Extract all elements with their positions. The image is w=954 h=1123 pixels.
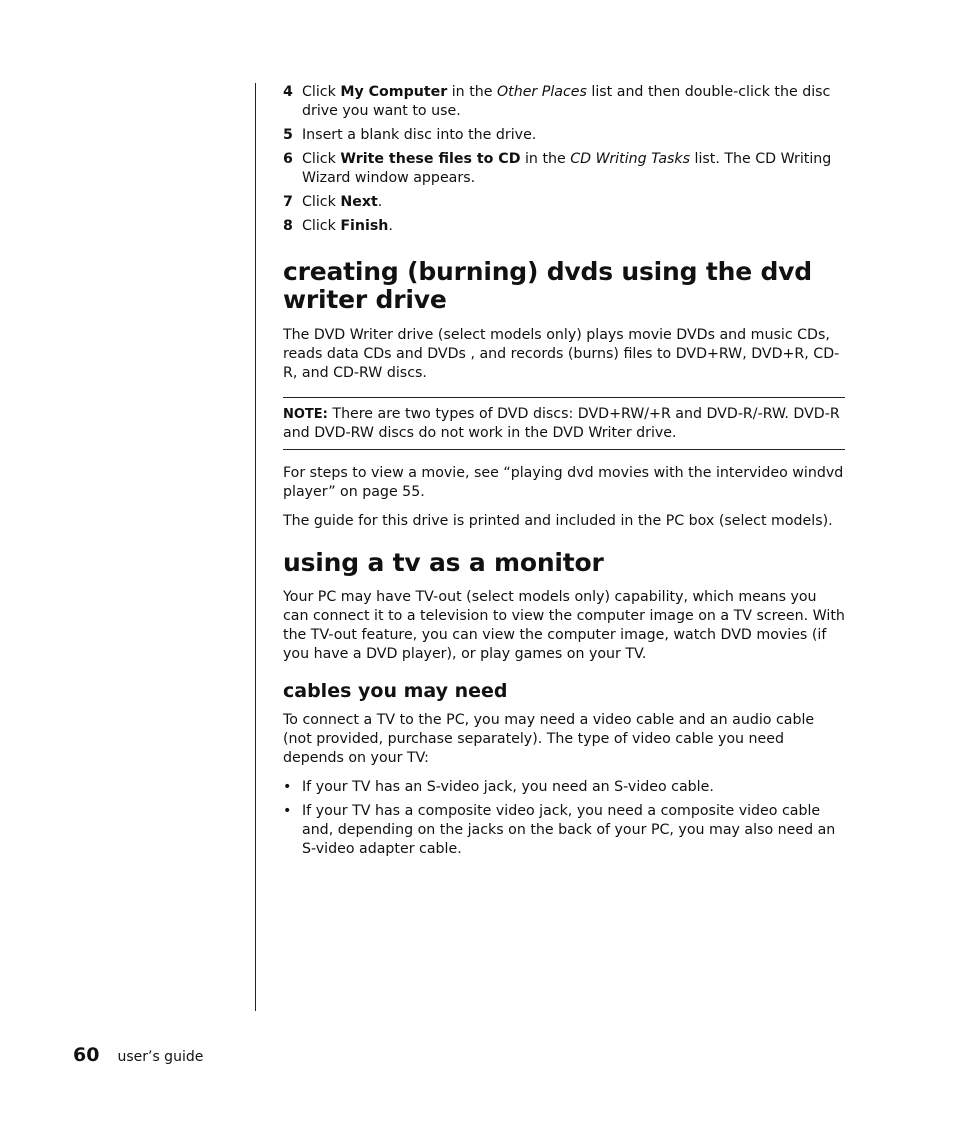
step-item [283, 83, 845, 121]
cables-intro: To connect a TV to the PC, you may need a video cable and an audio cable (not provided, purchase separately). The type of video cable you need depends on your TV: [283, 712, 815, 766]
step-item [283, 126, 845, 145]
ui-term: Next [340, 194, 378, 210]
step-item [283, 217, 845, 236]
note-box [283, 397, 845, 450]
step-text: Click Write these files to CD in the CD Writing Tasks list. The CD Writing Wizard window appears. [302, 151, 832, 186]
step-number: 6 [283, 151, 293, 167]
note-text: There are two types of DVD discs: DVD+RW/+R and DVD-R/-RW. DVD-R and DVD-RW discs do not work in the DVD Writer drive. [283, 406, 840, 441]
step-text: Insert a blank disc into the drive. [302, 127, 537, 143]
bullet-icon: • [283, 803, 292, 819]
list-item-text: If your TV has an S-video jack, you need an S-video cable. [302, 779, 714, 795]
step-text: Click My Computer in the Other Places list and then double-click the disc drive you want to use. [302, 84, 831, 119]
page-footer [73, 1044, 203, 1066]
step-text: Click Finish. [302, 218, 393, 234]
list-item [283, 778, 845, 797]
dvd-writer-intro: The DVD Writer drive (select models only) plays movie DVDs and music CDs, reads data CDs and DVDs , and records (burns) files to DVD+RW, DVD+R, CD-R, and CD-RW discs. [283, 327, 840, 381]
view-movie-reference: For steps to view a movie, see “playing dvd movies with the intervideo windvd player” on page 55. [283, 465, 844, 500]
ui-term: Finish [340, 218, 389, 234]
cables-list [283, 778, 845, 859]
list-item [283, 802, 845, 859]
step-number: 8 [283, 218, 293, 234]
section-heading-dvd-writer: creating (burning) dvds using the dvd writer drive [283, 257, 812, 314]
footer-title: user’s guide [117, 1049, 204, 1065]
list-item-text: If your TV has a composite video jack, you need a composite video cable and, depending on the jacks on the back of your PC, you may also need an S-video adapter cable. [302, 803, 836, 857]
page-content [283, 83, 845, 864]
step-item [283, 193, 845, 212]
page-number: 60 [73, 1044, 100, 1066]
step-item [283, 150, 845, 188]
section-heading-tv-monitor: using a tv as a monitor [283, 548, 604, 577]
note-label: NOTE: [283, 407, 328, 422]
drive-guide-note: The guide for this drive is printed and included in the PC box (select models). [283, 513, 833, 529]
margin-rule [255, 83, 256, 1011]
ui-location: CD Writing Tasks [570, 151, 691, 167]
bullet-icon: • [283, 779, 292, 795]
step-number: 5 [283, 127, 293, 143]
step-text: Click Next. [302, 194, 383, 210]
step-number: 7 [283, 194, 293, 210]
step-number: 4 [283, 84, 293, 100]
tv-out-intro: Your PC may have TV-out (select models only) capability, which means you can connect it to a television to view the computer image on a TV screen. With the TV-out feature, you can view the computer image, watch DVD movies (if you have a DVD player), or play games on your TV. [283, 589, 845, 662]
subheading-cables: cables you may need [283, 680, 508, 702]
ui-term: Write these files to CD [340, 151, 521, 167]
ui-term: My Computer [340, 84, 448, 100]
ui-location: Other Places [496, 84, 587, 100]
steps-list [283, 83, 845, 236]
